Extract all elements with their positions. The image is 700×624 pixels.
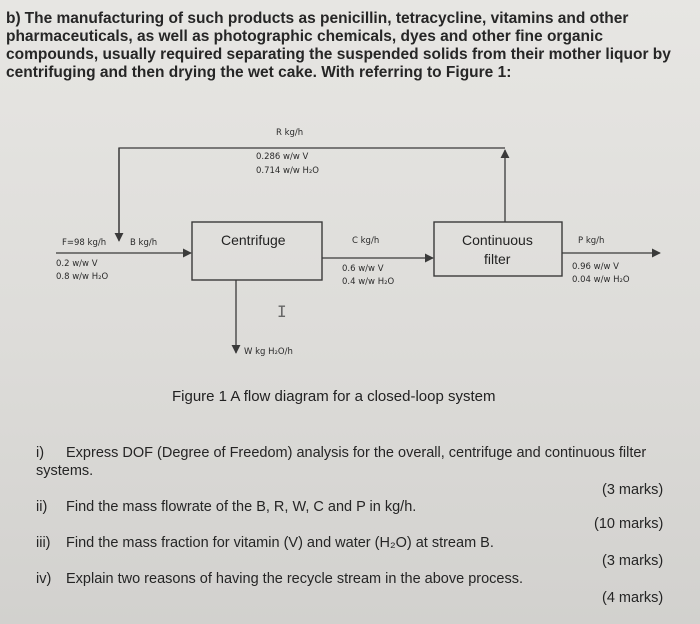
question-label: b) (6, 10, 21, 27)
filter-label-line1: Continuous (462, 232, 533, 248)
feed-comp-water: 0.8 w/w H₂O (56, 272, 109, 282)
centrifuge-label: Centrifuge (221, 232, 286, 248)
feed-comp-v: 0.2 w/w V (56, 259, 98, 269)
centrifuge-box (192, 222, 322, 280)
feed-flow-label: F=98 kg/h (62, 238, 107, 248)
cake-comp-water: 0.4 w/w H₂O (342, 277, 395, 287)
question-number: i) (36, 445, 45, 461)
question-iv (36, 570, 596, 588)
product-comp-v: 0.96 w/w V (572, 262, 619, 272)
question-iii (36, 534, 596, 552)
text-cursor-icon: I (277, 302, 287, 321)
question-marks: (3 marks) (602, 482, 664, 498)
recycle-stream-line (119, 148, 505, 234)
filter-label-line2: filter (484, 251, 511, 267)
figure-caption: Figure 1 A flow diagram for a closed-loop system (172, 388, 496, 405)
recycle-comp-water: 0.714 w/w H₂O (256, 166, 319, 176)
question-text: Find the mass fraction for vitamin (V) and water (H₂O) at stream B. (66, 535, 494, 551)
question-number: iii) (36, 535, 51, 551)
question-text: Find the mass flowrate of the B, R, W, C and P in kg/h. (66, 499, 417, 515)
question-number: ii) (36, 499, 48, 515)
question-ii (36, 498, 596, 516)
question-marks: (4 marks) (602, 590, 664, 606)
question-marks: (10 marks) (594, 516, 664, 532)
flow-diagram (0, 118, 700, 380)
product-comp-water: 0.04 w/w H₂O (572, 275, 630, 285)
product-flow-label: P kg/h (578, 236, 605, 246)
cake-comp-v: 0.6 w/w V (342, 264, 384, 274)
question-marks: (3 marks) (602, 553, 664, 569)
recycle-comp-v: 0.286 w/w V (256, 152, 309, 162)
cake-flow-label: C kg/h (352, 236, 380, 246)
question-text: Express DOF (Degree of Freedom) analysis for the overall, centrifuge and continuous filter systems. (36, 445, 647, 479)
water-flow-label: W kg H₂O/h (244, 347, 293, 357)
intro-text: The manufacturing of such products as penicillin, tetracycline, vitamins and other pharmaceuticals, as well as photographic chemicals, dyes and other fine organic compounds, usually required separating the suspended solids from their mother liquor by centrifuging and then drying the wet cake. With referring to Figure 1: (6, 10, 671, 81)
question-i (36, 444, 672, 480)
question-number: iv) (36, 571, 52, 587)
continuous-filter-box (434, 222, 562, 276)
recycle-flow-label: R kg/h (276, 128, 304, 138)
intro-paragraph (6, 10, 694, 82)
mixed-flow-label: B kg/h (130, 238, 158, 248)
question-text: Explain two reasons of having the recycle stream in the above process. (66, 571, 523, 587)
